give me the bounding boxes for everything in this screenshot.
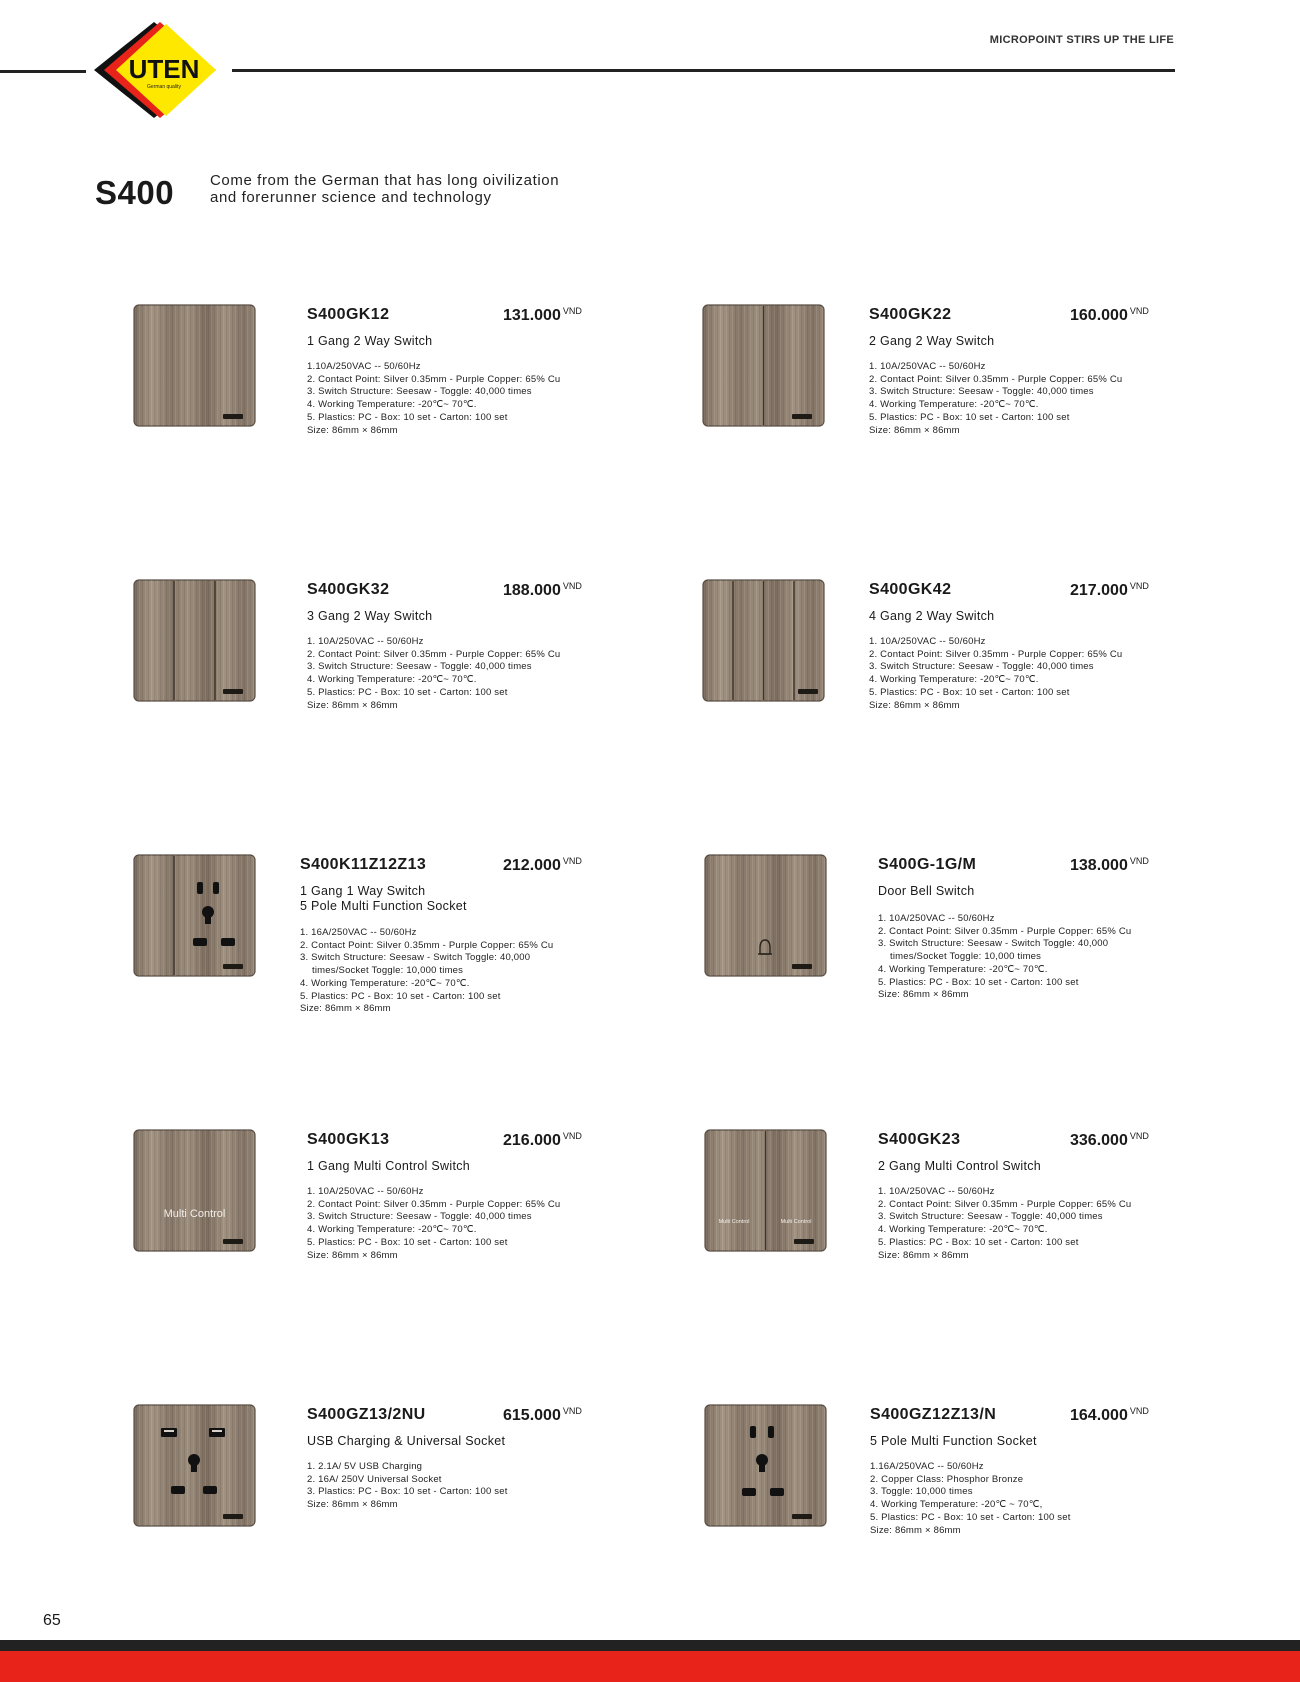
product-price: 164.000 $^{VND}$ [1070,1406,1149,1424]
product-code: S400K11Z12Z13 [300,856,427,873]
product-name: 2 Gang Multi Control Switch [878,1159,1042,1173]
product-specs: 1.10A/250VAC -- 50/60Hz 2. Contact Point: Silver 0.35mm - Purple Copper: 65% Cu 3. Switch Structure: Seesaw - Toggle: 40,000 times 4. Working Temperature: -20℃~ 70℃. 5. Plastics: PC - Box: 10 set - Carton: 100 set Size: 86mm × 86mm [307,361,561,436]
product-image-2-gang-multi-control-switch [704,1129,827,1252]
product-name: 1 Gang 1 Way Switch 5 Pole Multi Function Socket [300,884,467,913]
product-name: 1 Gang Multi Control Switch [307,1159,471,1173]
product-card [133,1404,693,1644]
product-specs: 1. 10A/250VAC -- 50/60Hz 2. Contact Point: Silver 0.35mm - Purple Copper: 65% Cu 3. Switch Structure: Seesaw - Toggle: 40,000 times 4. Working Temperature: -20℃~ 70℃. 5. Plastics: PC - Box: 10 set - Carton: 100 set Size: 86mm × 86mm [307,1186,561,1261]
series-desc-line: and forerunner science and technology [210,189,492,206]
product-name: Door Bell Switch [878,884,975,898]
header-rule-left [0,70,86,73]
footer-band-red [0,1651,1300,1682]
product-card [133,579,693,819]
product-card [702,304,1262,544]
product-price: 212.000 $^{VND}$ [503,856,582,874]
product-specs: 1. 10A/250VAC -- 50/60Hz 2. Contact Point: Silver 0.35mm - Purple Copper: 65% Cu 3. Switch Structure: Seesaw - Toggle: 40,000 times 4. Working Temperature: -20℃~ 70℃. 5. Plastics: PC - Box: 10 set - Carton: 100 set Size: 86mm × 86mm [307,636,561,711]
product-code: S400GK22 [869,306,952,323]
series-code: S400 [95,174,175,211]
product-code: S400G-1G/M [878,856,977,873]
product-code: S400GK42 [869,581,952,598]
product-price: 160.000 $^{VND}$ [1070,306,1149,324]
product-image-2-gang-switch [702,304,825,427]
product-price: 217.000 $^{VND}$ [1070,581,1149,599]
product-price: 216.000 $^{VND}$ [503,1131,582,1149]
product-specs: 1. 10A/250VAC -- 50/60Hz 2. Contact Point: Silver 0.35mm - Purple Copper: 65% Cu 3. Switch Structure: Seesaw - Toggle: 40,000 times 4. Working Temperature: -20℃~ 70℃. 5. Plastics: PC - Box: 10 set - Carton: 100 set Size: 86mm × 86mm [878,1186,1132,1261]
product-specs: 1. 10A/250VAC -- 50/60Hz 2. Contact Point: Silver 0.35mm - Purple Copper: 65% Cu 3. Switch Structure: Seesaw - Switch Toggle: 40,000 times/Socket Toggle: 10,000 times 4. Working Temperature: -20℃~ 70℃. 5. Plastics: PC - Box: 10 set - Carton: 100 set Size: 86mm × 86mm [878,913,1132,1001]
product-price: 131.000 $^{VND}$ [503,306,582,324]
product-code: S400GZ13/2NU [307,1406,426,1423]
product-price: 336.000 $^{VND}$ [1070,1131,1149,1149]
product-card [133,854,693,1094]
product-image-door-bell-switch [704,854,827,977]
product-specs: 1. 10A/250VAC -- 50/60Hz 2. Contact Point: Silver 0.35mm - Purple Copper: 65% Cu 3. Switch Structure: Seesaw - Toggle: 40,000 times 4. Working Temperature: -20℃~ 70℃. 5. Plastics: PC - Box: 10 set - Carton: 100 set Size: 86mm × 86mm [869,361,1123,436]
logo-sub: German quality [147,84,181,90]
product-image-usb-socket [133,1404,256,1527]
product-specs: 1. 2.1A/ 5V USB Charging 2. 16A/ 250V Universal Socket 3. Plastics: PC - Box: 10 set - Carton: 100 set Size: 86mm × 86mm [307,1461,508,1511]
product-card [704,1129,1264,1369]
product-specs: 1.16A/250VAC -- 50/60Hz 2. Copper Class: Phosphor Bronze 3. Toggle: 10,000 times 4. Working Temperature: -20℃ ~ 70℃, 5. Plastics: PC - Box: 10 set - Carton: 100 set Size: 86mm × 86mm [870,1461,1071,1536]
product-card [704,1404,1264,1644]
uten-logo [92,20,217,120]
product-image-multi-function-socket [704,1404,827,1527]
product-code: S400GK13 [307,1131,390,1148]
product-price: 615.000 $^{VND}$ [503,1406,582,1424]
product-name: USB Charging & Universal Socket [307,1434,506,1448]
panel-label: Multi Control [718,1219,750,1225]
product-image-4-gang-switch [702,579,825,702]
footer-band-dark [0,1640,1300,1651]
product-code: S400GK23 [878,1131,961,1148]
series-desc-line: Come from the German that has long oivilization [210,172,560,189]
product-card [702,579,1262,819]
product-card [133,304,693,544]
page-number: 65 [43,1612,61,1629]
product-name: 2 Gang 2 Way Switch [869,334,995,348]
product-price: 188.000 $^{VND}$ [503,581,582,599]
product-image-multi-control-switch [133,1129,256,1252]
product-name: 5 Pole Multi Function Socket [870,1434,1037,1448]
product-code: S400GK12 [307,306,390,323]
product-image-3-gang-switch [133,579,256,702]
product-code: S400GZ12Z13/N [870,1406,997,1423]
product-code: S400GK32 [307,581,390,598]
series-description [210,172,610,206]
product-card [133,1129,693,1369]
product-name: 3 Gang 2 Way Switch [307,609,433,623]
product-image-switch-socket [133,854,256,977]
product-price: 138.000 $^{VND}$ [1070,856,1149,874]
product-specs: 1. 16A/250VAC -- 50/60Hz 2. Contact Point: Silver 0.35mm - Purple Copper: 65% Cu 3. Switch Structure: Seesaw - Switch Toggle: 40,000 times/Socket Toggle: 10,000 times 4. Working Temperature: -20℃~ 70℃. 5. Plastics: PC - Box: 10 set - Carton: 100 set Size: 86mm × 86mm [300,927,554,1015]
product-specs: 1. 10A/250VAC -- 50/60Hz 2. Contact Point: Silver 0.35mm - Purple Copper: 65% Cu 3. Switch Structure: Seesaw - Toggle: 40,000 times 4. Working Temperature: -20℃~ 70℃. 5. Plastics: PC - Box: 10 set - Carton: 100 set Size: 86mm × 86mm [869,636,1123,711]
panel-label: Multi Control [780,1219,812,1225]
header-rule-right [232,69,1175,72]
product-card [704,854,1264,1094]
product-name: 4 Gang 2 Way Switch [869,609,995,623]
product-image-1-gang-switch [133,304,256,427]
tagline: MICROPOINT STIRS UP THE LIFE [989,34,1174,46]
product-name: 1 Gang 2 Way Switch [307,334,433,348]
logo-brand: UTEN [128,54,200,84]
panel-label: Multi Control [163,1208,226,1220]
